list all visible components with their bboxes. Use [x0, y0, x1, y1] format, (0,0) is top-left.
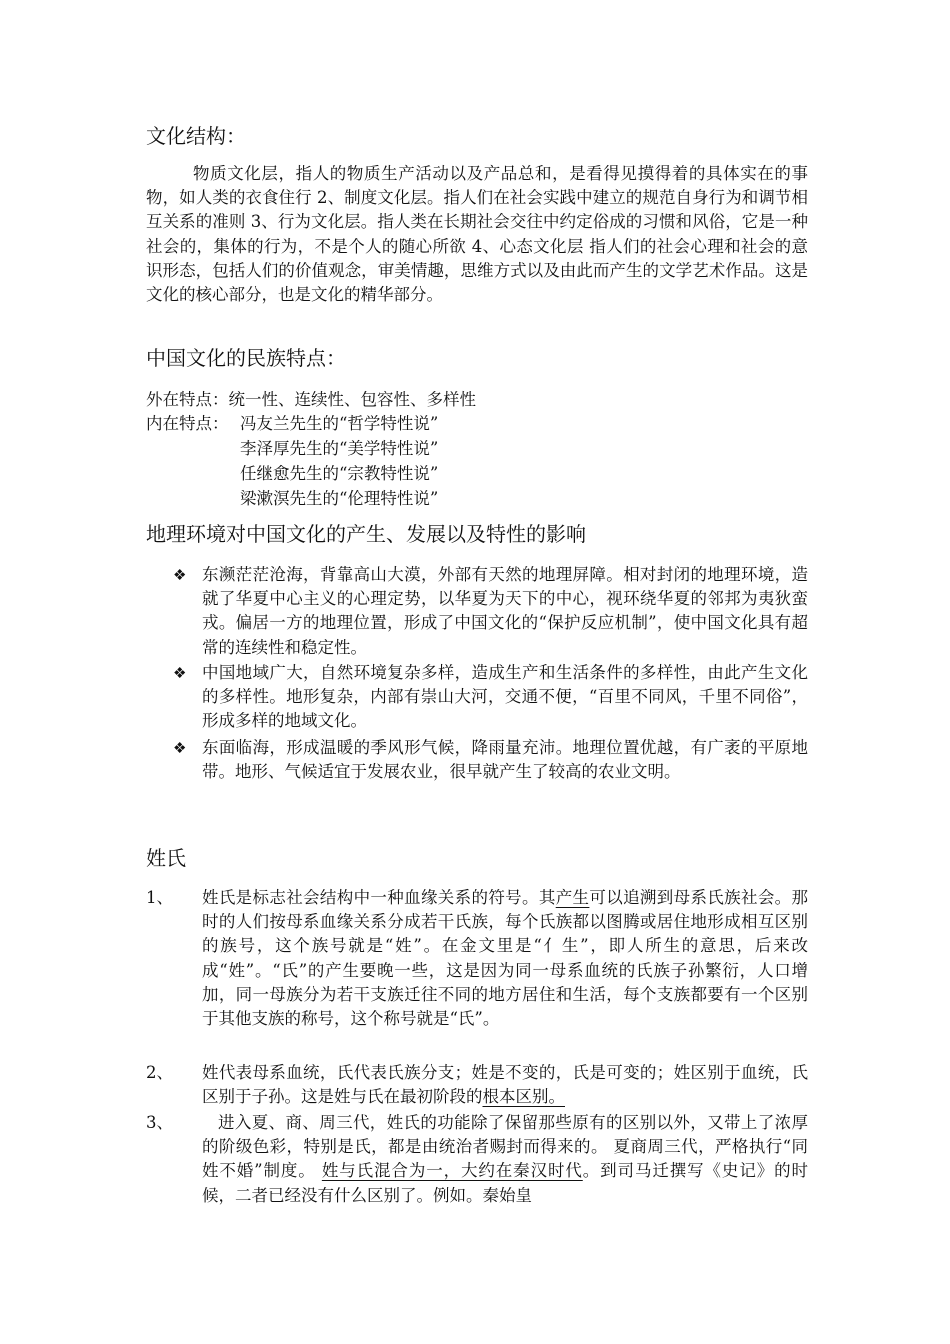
- diamond-bullet-icon: ❖: [173, 566, 187, 584]
- surname-item-3: [202, 1111, 808, 1208]
- surname-item-1: [202, 886, 808, 1031]
- geography-bullet-item: 中国地域广大，自然环境复杂多样，造成生产和生活条件的多样性，由此产生文化的多样性。地形复杂，内部有崇山大河，交通不便，“百里不同风，千里不同俗”，形成多样的地域文化。: [202, 663, 808, 731]
- internal-trait-item: 冯友兰先生的“哲学特性说”: [240, 414, 439, 433]
- item-number: 1、: [146, 888, 173, 907]
- culture-structure-paragraph: 物质文化层，指人的物质生产活动以及产品总和，是看得见摸得着的具体实在的事物，如人类的衣食住行 2、制度文化层。指人们在社会实践中建立的规范自身行为和调节相互关系的准则 3、行为文化层。指人类在长期社会交往中约定俗成的习惯和风俗，它是一种社会的，集体的行为，不是个人的随心所欲 4、心态文化层 指人们的社会心理和社会的意识形态，包括人们的价值观念，审美情趣，思维方式以及由此而产生的文学艺术作品。这是文化的核心部分，也是文化的精华部分。: [146, 164, 808, 305]
- geography-bullet-item: 东面临海，形成温暖的季风形气候，降雨量充沛。地理位置优越，有广袤的平原地带。地形、气候适宜于发展农业，很早就产生了较高的农业文明。: [202, 738, 808, 782]
- section-heading-national-traits: 中国文化的民族特点：: [146, 346, 346, 370]
- surname-text: 。到司马迁撰写《史记》的时候，二者已经没有什么区别了。例如。秦始皇: [202, 1161, 809, 1205]
- underlined-text: 产生: [555, 888, 590, 907]
- surname-item-2: [202, 1061, 808, 1109]
- external-traits-line: 外在特点：统一性、连续性、包容性、多样性: [146, 390, 476, 409]
- internal-trait-item: 李泽厚先生的“美学特性说”: [240, 439, 439, 458]
- item-number: 3、: [146, 1113, 173, 1132]
- underlined-text: 姓与氏混合为一，大约在秦汉时代: [321, 1161, 583, 1181]
- surname-text: 进入夏、商、周三代，姓氏的功能除了保留那些原有的区别以外，又带上了浓厚的阶级色彩，特别是氏，都是由统治者赐封而得来的。 夏商周三代，严格执行“同姓不婚”制度。: [202, 1113, 808, 1181]
- section-heading-surnames: 姓氏: [146, 846, 186, 870]
- section-heading-culture-structure: 文化结构：: [146, 124, 246, 148]
- diamond-bullet-icon: ❖: [173, 664, 187, 682]
- internal-trait-item: 任继愈先生的“宗教特性说”: [240, 464, 439, 483]
- geography-bullet-item: 东濒茫茫沧海，背靠高山大漠，外部有天然的地理屏障。相对封闭的地理环境，造就了华夏中心主义的心理定势，以华夏为天下的中心，视环绕华夏的邻邦为夷狄蛮戎。偏居一方的地理位置，形成了中国文化的“保护反应机制”，使中国文化具有超常的连续性和稳定性。: [202, 565, 808, 657]
- surname-text: 可以追溯到母系氏族社会。那时的人们按母系血缘关系分成若干氏族，每个氏族都以图腾或居住地形成相互区别的族号，这个族号就是“姓”。在金文里是“亻生”，即人所生的意思，后来改成“姓”。“氏”的产生要晚一些，这是因为同一母系血统的氏族子孙繁衍，人口增加，同一母族分为若干支族迁往不同的地方居住和生活，每个支族都要有一个区别于其他支族的称号，这个称号就是“氏”。: [202, 888, 809, 1029]
- surname-text: 姓代表母系血统，氏代表氏族分支；姓是不变的，氏是可变的；姓区别于血统，氏区别于子孙。这是姓与氏在最初阶段的: [202, 1063, 808, 1107]
- internal-traits-label: 内在特点：: [146, 414, 229, 433]
- section-heading-geography: 地理环境对中国文化的产生、发展以及特性的影响: [146, 522, 586, 546]
- diamond-bullet-icon: ❖: [173, 739, 187, 757]
- internal-trait-item: 梁漱溟先生的“伦理特性说”: [240, 489, 439, 508]
- item-number: 2、: [146, 1063, 173, 1082]
- underlined-text: 根本区别。: [482, 1087, 565, 1107]
- surname-text: 姓氏是标志社会结构中一种血缘关系的符号。其: [202, 888, 556, 907]
